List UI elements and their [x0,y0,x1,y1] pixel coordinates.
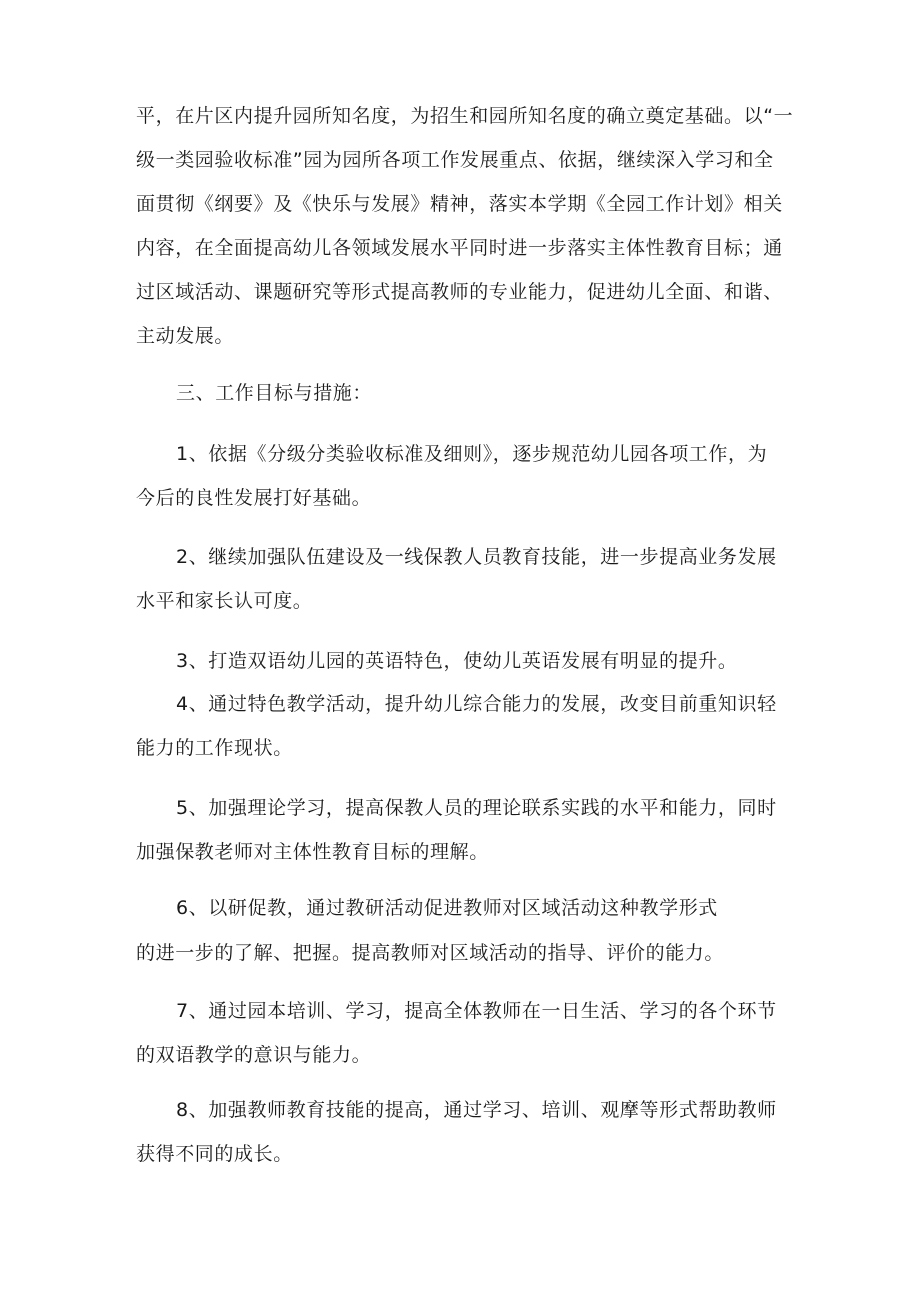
item-4-line-1: 4、通过特色教学活动，提升幼儿综合能力的发展，改变目前重知识轻 [176,693,777,715]
intro-line-5: 过区域活动、课题研究等形式提高教师的专业能力，促进幼儿全面、和谐、 [136,281,783,303]
item-1-line-2: 今后的良性发展打好基础。 [136,487,372,509]
intro-line-6: 主动发展。 [136,325,235,347]
item-2-line-2: 水平和家长认可度。 [136,590,313,612]
item-5-line-2: 加强保教老师对主体性教育目标的理解。 [136,841,489,863]
item-2-line-1: 2、继续加强队伍建设及一线保教人员教育技能，进一步提高业务发展 [176,546,777,568]
intro-line-3: 面贯彻《纲要》及《快乐与发展》精神，落实本学期《全园工作计划》相关 [136,193,783,215]
item-1-line-1: 1、依据《分级分类验收标准及细则》，逐步规范幼儿园各项工作，为 [176,443,768,465]
intro-line-2: 级一类园验收标准”园为园所各项工作发展重点、依据，继续深入学习和全 [136,149,774,171]
item-3-line-1: 3、打造双语幼儿园的英语特色，使幼儿英语发展有明显的提升。 [176,650,738,672]
item-7-line-2: 的双语教学的意识与能力。 [136,1044,372,1066]
item-6-line-1: 6、以研促教，通过教研活动促进教师对区域活动这种教学形式 [176,897,718,919]
item-6-line-2: 的进一步的了解、把握。提高教师对区域活动的指导、评价的能力。 [136,942,725,964]
intro-line-1: 平，在片区内提升园所知名度，为招生和园所知名度的确立奠定基础。以“一 [136,105,794,127]
item-5-line-1: 5、加强理论学习，提高保教人员的理论联系实践的水平和能力，同时 [176,797,777,819]
item-7-line-1: 7、通过园本培训、学习，提高全体教师在一日生活、学习的各个环节 [176,1000,777,1022]
item-4-line-2: 能力的工作现状。 [136,737,293,759]
item-8-line-1: 8、加强教师教育技能的提高，通过学习、培训、观摩等形式帮助教师 [176,1099,777,1121]
item-8-line-2: 获得不同的成长。 [136,1143,293,1165]
intro-line-4: 内容，在全面提高幼儿各领域发展水平同时进一步落实主体性教育目标；通 [136,237,783,259]
section-3-heading: 三、工作目标与措施： [176,382,373,404]
